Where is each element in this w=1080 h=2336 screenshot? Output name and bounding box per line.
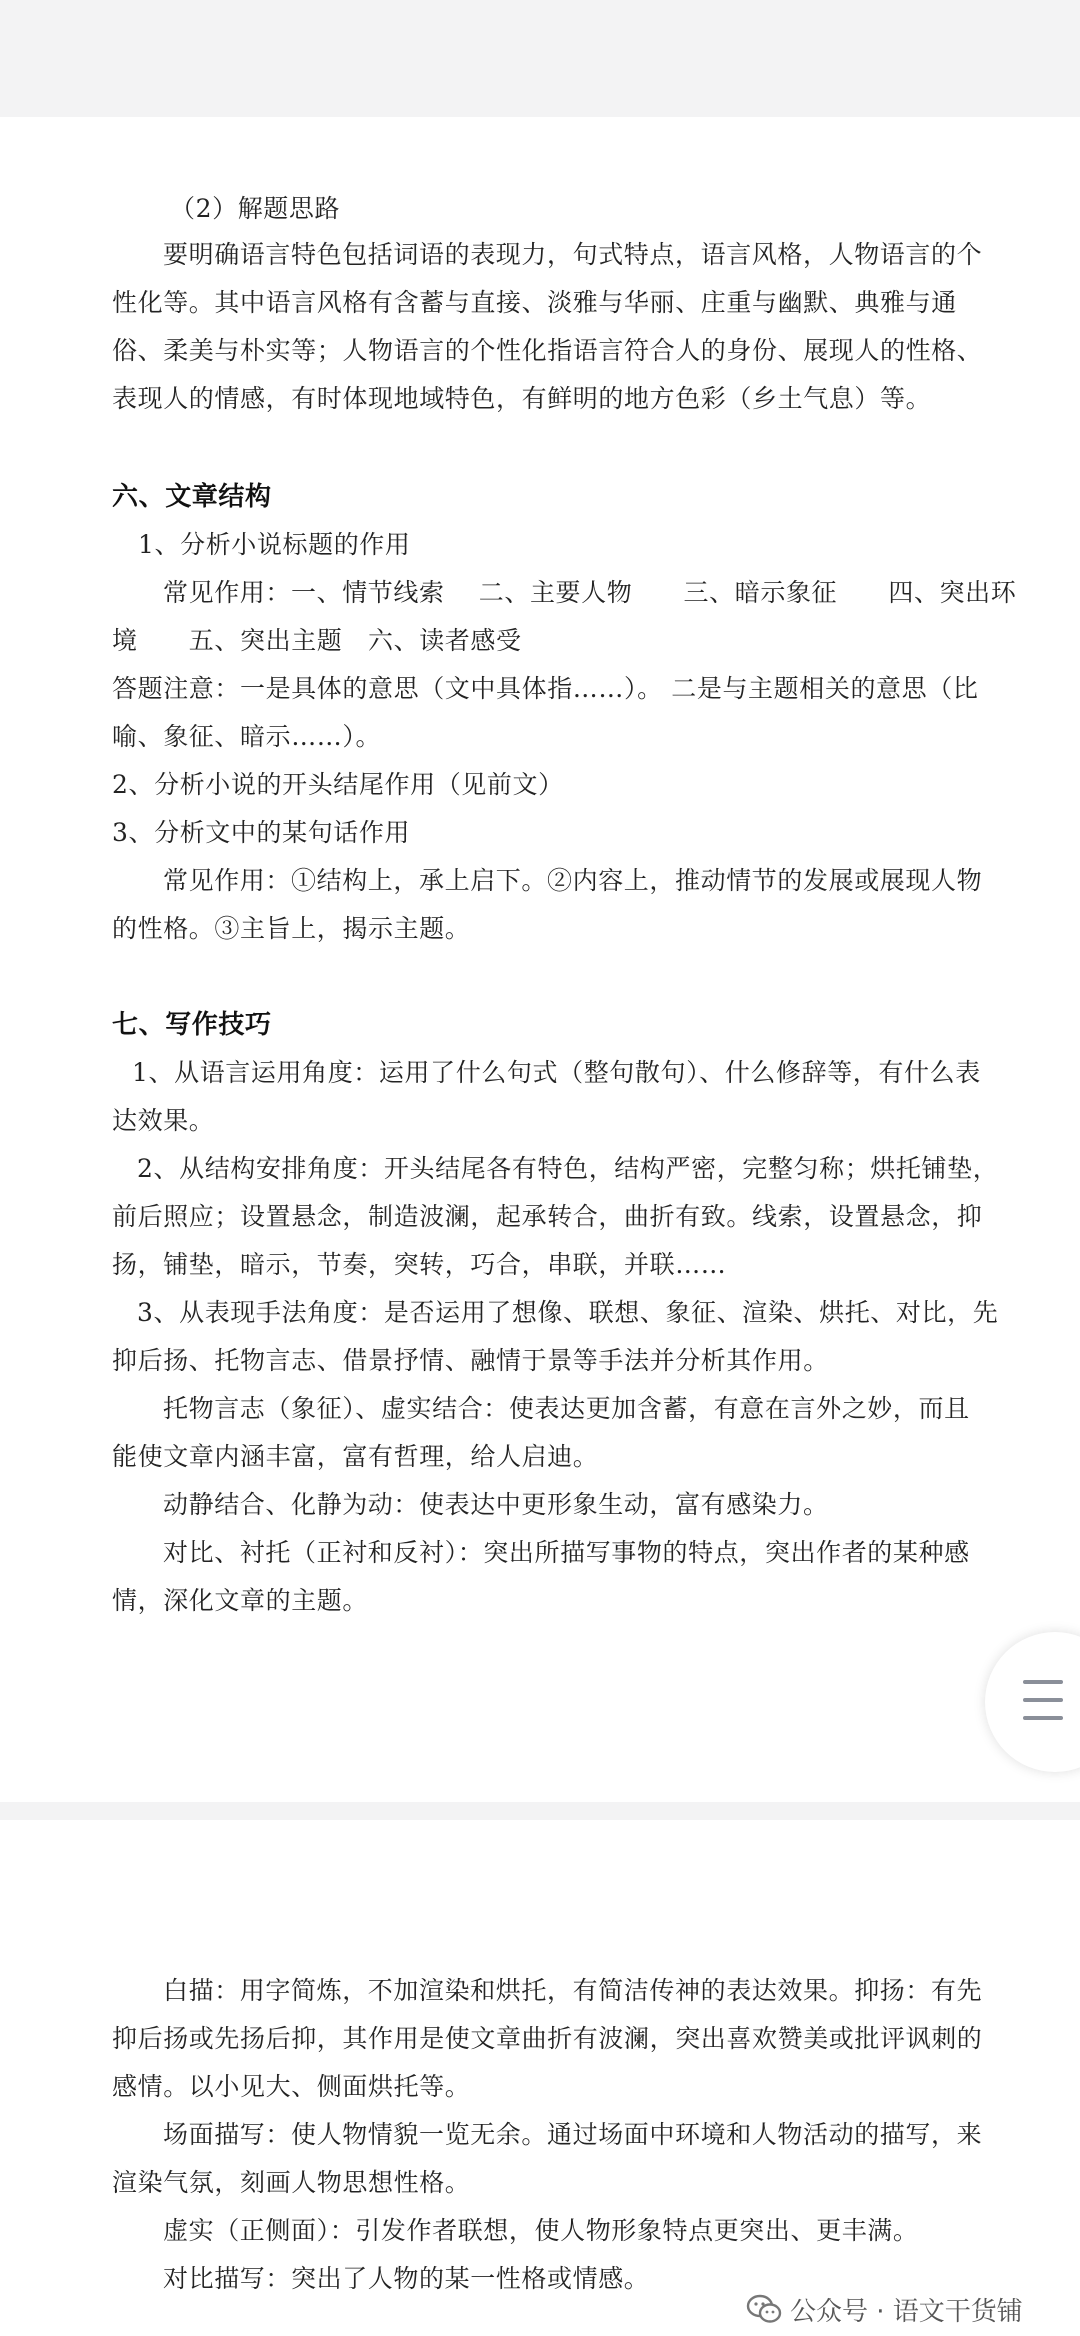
text-line: 虚实（正侧面）：引发作者联想，使人物形象特点更突出、更丰满。 (163, 2216, 919, 2245)
text-line: 3、从表现手法角度：是否运用了想像、联想、象征、渲染、烘托、对比，先 (137, 1298, 999, 1327)
text-line: 境 五、突出主题 六、读者感受 (112, 626, 522, 655)
text-line: 情，深化文章的主题。 (112, 1586, 369, 1615)
watermark-text: 公众号 · 语文干货铺 (790, 2296, 1023, 2327)
watermark (746, 2291, 1023, 2327)
text-line: 要明确语言特色包括词语的表现力，句式特点，语言风格，人物语言的个 (163, 240, 983, 269)
text-line: 渲染气氛，刻画人物思想性格。 (112, 2168, 471, 2197)
text-line: 动静结合、化静为动：使表达中更形象生动，富有感染力。 (163, 1490, 829, 1519)
text-line: 感情。以小见大、侧面烘托等。 (112, 2072, 471, 2101)
text-line: 性化等。其中语言风格有含蓄与直接、淡雅与华丽、庄重与幽默、典雅与通 (112, 288, 957, 317)
text-line: 常见作用：一、情节线索 二、主要人物 三、暗示象征 四、突出环 (163, 578, 1017, 607)
text-line: 3、分析文中的某句话作用 (112, 818, 411, 847)
text-line: 达效果。 (112, 1106, 215, 1135)
text-line: 扬，铺垫，暗示，节奏，突转，巧合，串联，并联…… (112, 1250, 727, 1279)
section-heading: 七、写作技巧 (112, 1010, 272, 1040)
text-line: 托物言志（象征）、虚实结合：使表达更加含蓄，有意在言外之妙，而且 (163, 1394, 970, 1423)
text-line: 表现人的情感，有时体现地域特色，有鲜明的地方色彩（乡土气息）等。 (112, 384, 932, 413)
wechat-icon (746, 2294, 782, 2324)
text-line: 前后照应；设置悬念，制造波澜，起承转合，曲折有致。线索，设置悬念，抑 (112, 1202, 983, 1231)
text-line: 2、分析小说的开头结尾作用（见前文） (112, 770, 564, 799)
top-band (0, 0, 1080, 117)
text-line: 对比、衬托（正衬和反衬）：突出所描写事物的特点，突出作者的某种感 (163, 1538, 970, 1567)
text-line: 对比描写：突出了人物的某一性格或情感。 (163, 2264, 650, 2293)
text-line: 抑后扬、托物言志、借景抒情、融情于景等手法并分析其作用。 (112, 1346, 829, 1375)
text-line: 常见作用：①结构上，承上启下。②内容上，推动情节的发展或展现人物 (163, 866, 983, 895)
text-line: （2）解题思路 (170, 194, 341, 223)
text-line: 抑后扬或先扬后抑，其作用是使文章曲折有波澜，突出喜欢赞美或批评讽刺的 (112, 2024, 983, 2053)
section-heading: 六、文章结构 (112, 482, 272, 512)
text-line: 喻、象征、暗示……）。 (112, 722, 382, 751)
text-line: 俗、柔美与朴实等；人物语言的个性化指语言符合人的身份、展现人的性格、 (112, 336, 983, 365)
text-line: 能使文章内涵丰富，富有哲理，给人启迪。 (112, 1442, 599, 1471)
text-line: 1、从语言运用角度：运用了什么句式（整句散句）、什么修辞等，有什么表 (132, 1058, 981, 1087)
text-line: 场面描写：使人物情貌一览无余。通过场面中环境和人物活动的描写，来 (163, 2120, 983, 2149)
text-line: 2、从结构安排角度：开头结尾各有特色，结构严密，完整匀称；烘托铺垫， (137, 1154, 999, 1183)
text-line: 答题注意：一是具体的意思（文中具体指……）。 二是与主题相关的意思（比 (112, 674, 979, 703)
text-line: 的性格。③主旨上，揭示主题。 (112, 914, 471, 943)
text-line: 白描：用字简炼，不加渲染和烘托，有简洁传神的表达效果。抑扬：有先 (163, 1976, 983, 2005)
text-line: 1、分析小说标题的作用 (138, 530, 411, 559)
